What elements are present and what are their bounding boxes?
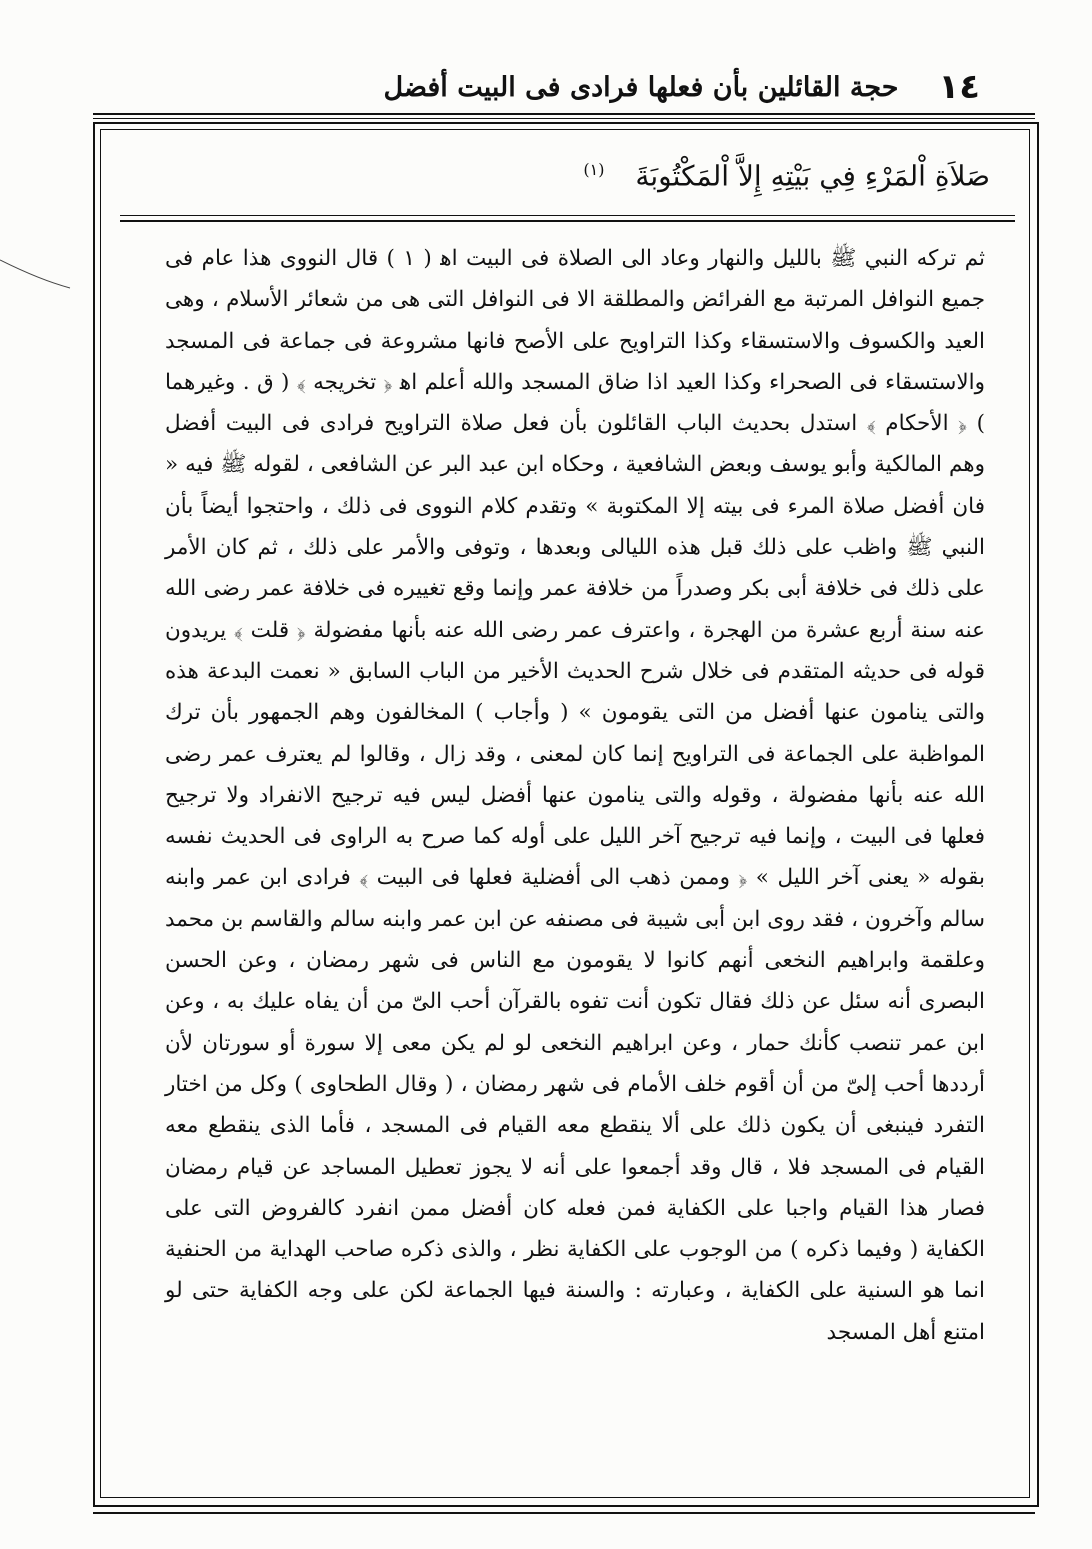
header-rule-bottom xyxy=(93,118,1035,119)
footnote-marker: (١) xyxy=(583,160,605,179)
footer-rule xyxy=(93,1512,1035,1514)
hadith-verse xyxy=(420,140,990,200)
verse-separator-bottom xyxy=(120,220,1015,222)
page-number: ١٤ xyxy=(938,67,980,107)
commentary-body xyxy=(165,238,985,1488)
commentary-paragraph: ثم تركه النبي ﷺ بالليل والنهار وعاد الى الصلاة فى البيت اﻫ ( ١ ) قال النووى هذا عام فى جميع النوافل المرتبة مع الفرائض والمطلقة الا فى النوافل التى هى من شعائر الأسلام ، وهى العيد والكسوف والاستسقاء وكذا التراويح على الأصح فانها مشروعة فى جماعة فى المسجد والاستسقاء فى الصحراء وكذا العيد اذا ضاق المسجد والله أعلم اﻫ ﴿ تخريجه ﴾ ( ق . وغيرهما ) ﴿ الأحكام ﴾ استدل بحديث الباب القائلون بأن فعل صلاة التراويح فرادى فى البيت أفضل وهم المالكية وأبو يوسف وبعض الشافعية ، وحكاه ابن عبد البر عن الشافعى ، لقوله ﷺ فيه « فان أفضل صلاة المرء فى بيته إلا المكتوبة » وتقدم كلام النووى فى ذلك ، واحتجوا أيضاً بأن النبي ﷺ واظب على ذلك قبل هذه الليالى وبعدها ، وتوفى والأمر على ذلك ، ثم كان الأمر على ذلك فى خلافة أبى بكر وصدراً من خلافة عمر وإنما وقع تغييره فى خلافة عمر رضى الله عنه سنة أربع عشرة من الهجرة ، واعترف عمر رضى الله عنه بأنها مفضولة ﴿ قلت ﴾ يريدون قوله فى حديثه المتقدم فى خلال شرح الحديث الأخير من الباب السابق « نعمت البدعة هذه والتى ينامون عنها أفضل من التى يقومون » ( وأجاب ) المخالفون وهم الجمهور بأن ترك المواظبة على الجماعة فى التراويح إنما كان لمعنى ، وقد زال ، وقالوا لم يعترف عمر رضى الله عنه بأنها مفضولة ، وقوله والتى ينامون عنها أفضل ليس فيه ترجيح الانفراد ولا ترجيح فعلها فى البيت ، وإنما فيه ترجيح آخر الليل على أوله كما صرح به الراوى فى الحديث نفسه بقوله « يعنى آخر الليل » ﴿ وممن ذهب الى أفضلية فعلها فى البيت ﴾ فرادى ابن عمر وابنه سالم وآخرون ، فقد روى ابن أبى شيبة فى مصنفه عن ابن عمر وابنه سالم والقاسم بن محمد وعلقمة وابراهيم النخعى أنهم كانوا لا يقومون مع الناس فى شهر رمضان ، وعن الحسن البصرى أنه سئل عن ذلك فقال تكون أنت تفوه بالقرآن أحب الىّ من أن يفاه عليك به ، وعن ابن عمر تنصب كأنك حمار ، وعن ابراهيم النخعى لو لم يكن معى إلا سورة أو سورتان لأن أرددها أحب إلىّ من أن أقوم خلف الأمام فى شهر رمضان ، ( وقال الطحاوى ) وكل من اختار التفرد فينبغى أن يكون ذلك على ألا ينقطع معه القيام فى المسجد ، فأما الذى ينقطع معه القيام فى المسجد فلا ، قال وقد أجمعوا على أنه لا يجوز تعطيل المساجد عن قيام رمضان فصار هذا القيام واجبا على الكفاية فمن فعله كان أفضل ممن انفرد كالفروض التى على الكفاية ( وفيما ذكره ) من الوجوب على الكفاية نظر ، والذى ذكره صاحب الهداية من الحنفية انما هو السنية على الكفاية ، وعبارته : والسنة فيها الجماعة لكن على وجه الكفاية حتى لو امتنع أهل المسجد xyxy=(165,246,985,1345)
verse-separator-top xyxy=(120,215,1015,216)
running-title: حجة القائلين بأن فعلها فرادى فى البيت أفضل xyxy=(383,71,899,103)
hadith-verse-text: صَلاَةِ اْلمَرْءِ فِي بَيْتِهِ إِلاَّ اْلمَكْتُوبَةَ xyxy=(635,159,990,193)
header-rule-top xyxy=(93,113,1035,115)
page-header xyxy=(280,62,980,112)
binding-curve-mark xyxy=(0,240,80,300)
